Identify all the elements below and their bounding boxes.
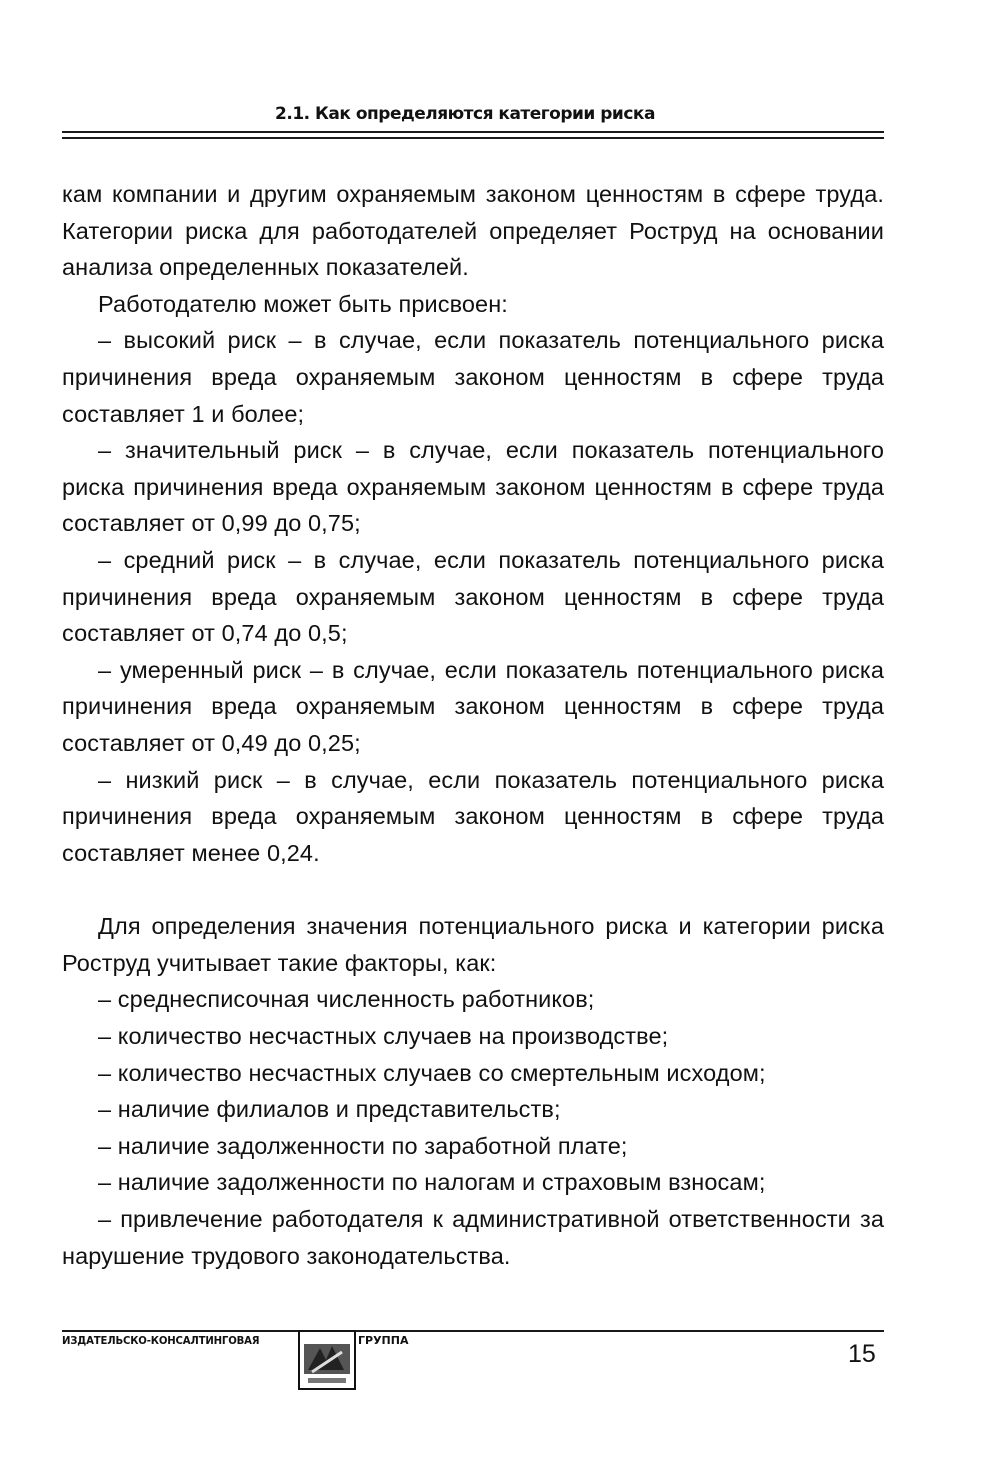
header-rule-top bbox=[62, 131, 884, 133]
section-spacer bbox=[62, 871, 884, 908]
risk-item-medium: – средний риск – в случае, если показатель потенциального риска причинения вреда охраняемым законом ценностям в сфере труда составляет от 0,74 до 0,5; bbox=[62, 546, 884, 647]
paragraph-risk-intro: Работодателю может быть присвоен: bbox=[98, 290, 508, 317]
risk-item-low: – низкий риск – в случае, если показатель потенциального риска причинения вреда охраняемым законом ценностям в сфере труда составляет менее 0,24. bbox=[62, 766, 884, 866]
page-number: 15 bbox=[848, 1340, 876, 1368]
risk-item-significant: – значительный риск – в случае, если показатель потенциального риска причинения вреда охраняемым законом ценностям в сфере труда составляет от 0,99 до 0,75; bbox=[62, 437, 884, 537]
page-body bbox=[62, 176, 884, 1274]
list-item: – наличие задолженности по заработной плате; bbox=[98, 1132, 628, 1159]
footer-rule bbox=[62, 1330, 884, 1332]
publisher-logo-icon bbox=[298, 1330, 356, 1390]
list-item: – наличие задолженности по налогам и страховым взносам; bbox=[98, 1169, 766, 1196]
publisher-name-right: ГРУППА bbox=[358, 1334, 409, 1347]
list-item: – среднесписочная численность работников; bbox=[98, 986, 595, 1013]
risk-item-high: – высокий риск – в случае, если показатель потенциального риска причинения вреда охраняемым законом ценностям в сфере труда составляет 1 и более; bbox=[62, 327, 884, 427]
list-item: – количество несчастных случаев на производстве; bbox=[98, 1023, 669, 1050]
publisher-name-left: ИЗДАТЕЛЬСКО-КОНСАЛТИНГОВАЯ bbox=[62, 1334, 260, 1347]
factors-list bbox=[62, 981, 884, 1274]
risk-item-moderate: – умеренный риск – в случае, если показатель потенциального риска причинения вреда охраняемым законом ценностям в сфере труда составляет от 0,49 до 0,25; bbox=[62, 656, 884, 756]
list-item: – наличие филиалов и представительств; bbox=[98, 1096, 561, 1123]
list-item: – количество несчастных случаев со смертельным исходом; bbox=[98, 1059, 766, 1086]
list-item: – привлечение работодателя к административной ответственности за нарушение трудового законодательства. bbox=[62, 1206, 884, 1269]
paragraph-factors-intro: Для определения значения потенциального риска и категории риска Роструд учитывает такие факторы, как: bbox=[62, 913, 884, 976]
running-title: 2.1. Как определяются категории риска bbox=[275, 104, 655, 124]
header-rule-bottom bbox=[62, 137, 884, 139]
paragraph-continuation: кам компании и другим охраняемым законом ценностям в сфере труда. Категории риска для работодателей определяет Роструд на основании анализа определенных показателей. bbox=[62, 181, 884, 281]
